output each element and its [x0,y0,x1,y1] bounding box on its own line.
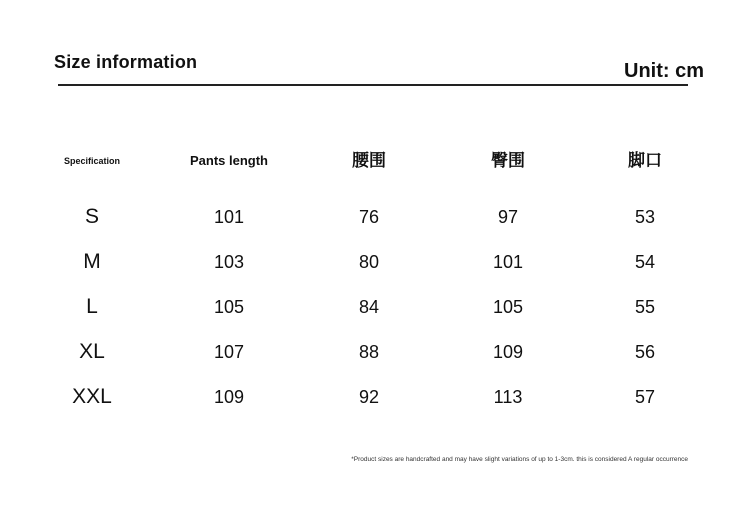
size-cell: S [84,205,99,228]
table-row [0,202,750,232]
waist-cell: 80 [358,252,380,272]
leg-opening-cell: 55 [634,297,656,317]
waist-cell: 84 [358,297,380,317]
unit-label: Unit: cm [624,60,704,82]
size-cell: M [83,250,101,273]
pants-length-cell: 103 [213,252,245,272]
footnote: *Product sizes are handcrafted and may have slight variations of up to 1-3cm. this is considered A regular occurrence [351,456,688,463]
table-row [0,247,750,277]
pants-length-cell: 105 [213,297,245,317]
hip-cell: 109 [492,342,524,362]
waist-cell: 76 [358,207,380,227]
header-divider [58,84,688,86]
hip-cell: 101 [492,252,524,272]
leg-opening-cell: 57 [634,387,656,407]
waist-cell: 88 [358,342,380,362]
leg-opening-cell: 56 [634,342,656,362]
pants-length-cell: 109 [213,387,245,407]
column-header-waist: 腰围 [352,151,386,171]
leg-opening-cell: 53 [634,207,656,227]
page-title: Size information [54,52,198,72]
pants-length-cell: 107 [213,342,245,362]
hip-cell: 97 [497,207,519,227]
waist-cell: 92 [358,387,380,407]
hip-cell: 113 [493,387,523,407]
column-header-leg-opening: 脚口 [628,151,662,171]
table-row [0,382,750,412]
table-row [0,337,750,367]
size-cell: L [86,295,98,318]
table-row [0,292,750,322]
column-header-specification: Specification [63,156,120,166]
table-header [0,146,750,176]
column-header-hip: 臀围 [491,151,525,171]
size-cell: XL [79,340,105,363]
leg-opening-cell: 54 [634,252,656,272]
size-cell: XXL [72,385,112,408]
hip-cell: 105 [492,297,524,317]
column-header-pants-length: Pants length [189,153,268,168]
pants-length-cell: 101 [213,207,245,227]
